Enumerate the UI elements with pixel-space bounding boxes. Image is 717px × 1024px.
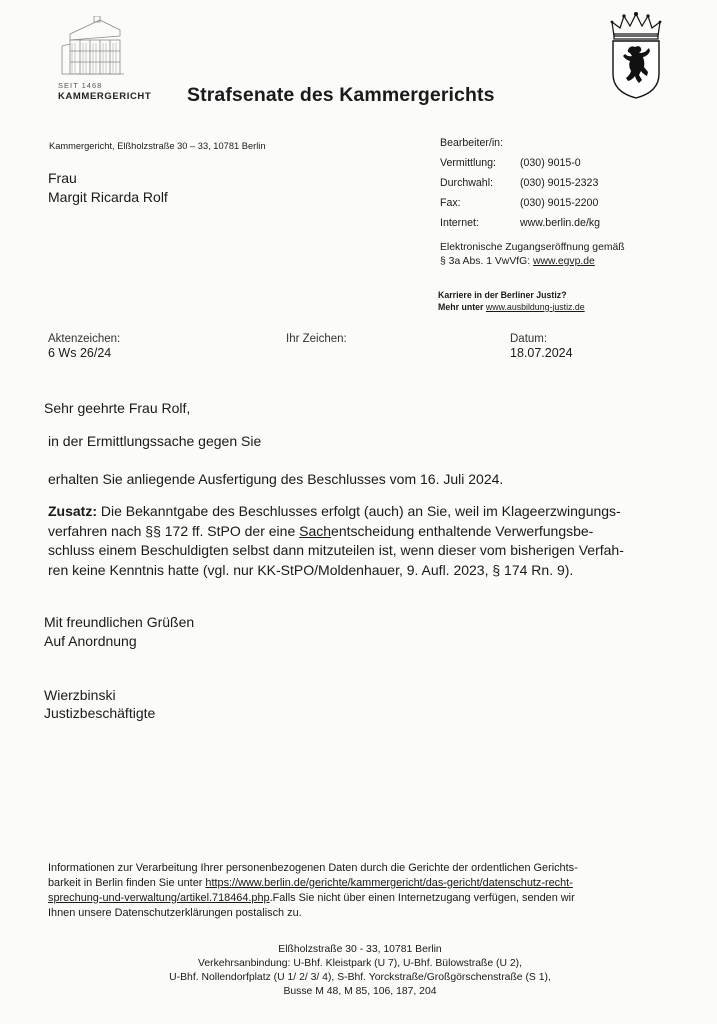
egvp-line-1: Elektronische Zugangseröffnung gemäß — [440, 242, 625, 253]
fax-label: Fax: — [440, 197, 461, 209]
contact-row-fax — [440, 197, 598, 209]
logo-since-text: SEIT 1468 — [58, 81, 103, 90]
berlin-bear-coat-of-arms-icon — [608, 10, 664, 100]
zusatz-line-2a: verfahren nach §§ 172 ff. StPO der eine — [48, 522, 300, 539]
court-title: Strafsenate des Kammergerichts — [187, 84, 495, 106]
durchwahl-label: Durchwahl: — [440, 177, 493, 189]
ihr-zeichen-label: Ihr Zeichen: — [286, 333, 347, 345]
recipient-salutation: Frau — [48, 170, 77, 186]
vermittlung-value: (030) 9015-0 — [520, 157, 581, 169]
letter-line-1: in der Ermittlungssache gegen Sie — [48, 433, 262, 449]
zusatz-underlined-word: Sach — [299, 522, 332, 539]
court-building-logo — [58, 16, 128, 78]
egvp-link[interactable]: www.egvp.de — [533, 255, 595, 267]
privacy-link-part-1[interactable]: https://www.berlin.de/gerichte/kammergericht/das-gericht/datenschutz-recht- — [205, 877, 573, 889]
vermittlung-label: Vermittlung: — [440, 157, 496, 169]
privacy-notice — [48, 861, 684, 921]
egvp-notice — [440, 241, 625, 268]
internet-label: Internet: — [440, 217, 479, 229]
zusatz-line-3: schluss einem Beschuldigten selbst dann mitzuteilen ist, wenn dieser vom bisherigen Verfah- — [48, 542, 624, 558]
aktenzeichen-label: Aktenzeichen: — [48, 333, 121, 345]
sender-address-line: Kammergericht, Elßholzstraße 30 – 33, 10781 Berlin — [49, 141, 266, 151]
zusatz-line-4: ren keine Kenntnis hatte (vgl. nur KK-StPO/Moldenhauer, 9. Aufl. 2023, § 174 Rn. 9). — [48, 561, 574, 578]
address-line-1: Elßholzstraße 30 - 33, 10781 Berlin — [278, 944, 442, 955]
career-link[interactable]: www.ausbildung-justiz.de — [485, 301, 585, 312]
contact-row-durchwahl — [440, 177, 598, 189]
zusatz-line-2b: entscheidung enthaltende Verwerfungsbe- — [331, 522, 594, 539]
career-prefix: Mehr unter — [438, 301, 486, 312]
career-headline: Karriere in der Berliner Justiz? — [438, 290, 567, 300]
address-line-4: Busse M 48, M 85, 106, 187, 204 — [283, 986, 437, 997]
privacy-line-2-prefix: barkeit in Berlin finden Sie unter — [48, 877, 206, 889]
aktenzeichen-value: 6 Ws 26/24 — [48, 346, 112, 360]
internet-value: www.berlin.de/kg — [520, 217, 601, 229]
career-notice — [438, 290, 585, 313]
contact-row-internet — [440, 217, 600, 229]
privacy-line-4: Ihnen unsere Datenschutzerklärungen postalisch zu. — [48, 907, 302, 919]
address-line-2: Verkehrsanbindung: U-Bhf. Kleistpark (U 7), U-Bhf. Bülowstraße (U 2), — [198, 958, 522, 969]
letter-line-2: erhalten Sie anliegende Ausfertigung des Beschlusses vom 16. Juli 2024. — [48, 471, 504, 487]
fax-value: (030) 9015-2200 — [520, 197, 599, 209]
zusatz-paragraph — [48, 502, 680, 580]
recipient-address — [48, 169, 168, 207]
signer-title: Justizbeschäftigte — [44, 705, 156, 721]
greeting: Sehr geehrte Frau Rolf, — [44, 400, 191, 416]
datum-value: 18.07.2024 — [510, 346, 573, 360]
address-line-3: U-Bhf. Nollendorfplatz (U 1/ 2/ 3/ 4), S-Bhf. Yorckstraße/Großgörschenstraße (S 1), — [169, 972, 551, 983]
zusatz-line-1: Die Bekanntgabe des Beschlusses erfolgt (auch) an Sie, weil im Klageerzwingungs- — [97, 503, 621, 519]
privacy-line-1: Informationen zur Verarbeitung Ihrer personenbezogenen Daten durch die Gerichte der ordentlichen Gerichts- — [48, 862, 578, 874]
privacy-link-part-2[interactable]: sprechung-und-verwaltung/artikel.718464.php — [48, 892, 270, 904]
zusatz-label: Zusatz: — [48, 503, 97, 519]
bearbeiter-label: Bearbeiter/in: — [440, 137, 504, 149]
closing-greeting: Mit freundlichen Grüßen — [44, 614, 195, 630]
recipient-name: Margit Ricarda Rolf — [48, 189, 168, 205]
egvp-line-2 — [440, 255, 625, 269]
closing-order: Auf Anordnung — [44, 633, 137, 649]
durchwahl-value: (030) 9015-2323 — [520, 177, 599, 189]
logo-court-name: KAMMERGERICHT — [58, 91, 152, 102]
contact-row-vermittlung — [440, 157, 581, 169]
court-address-footer — [100, 943, 620, 999]
datum-label: Datum: — [510, 333, 548, 345]
signer-name: Wierzbinski — [44, 687, 116, 703]
privacy-line-3-suffix: .Falls Sie nicht über einen Internetzugang verfügen, senden wir — [269, 892, 575, 904]
egvp-prefix: § 3a Abs. 1 VwVfG: — [440, 255, 533, 267]
